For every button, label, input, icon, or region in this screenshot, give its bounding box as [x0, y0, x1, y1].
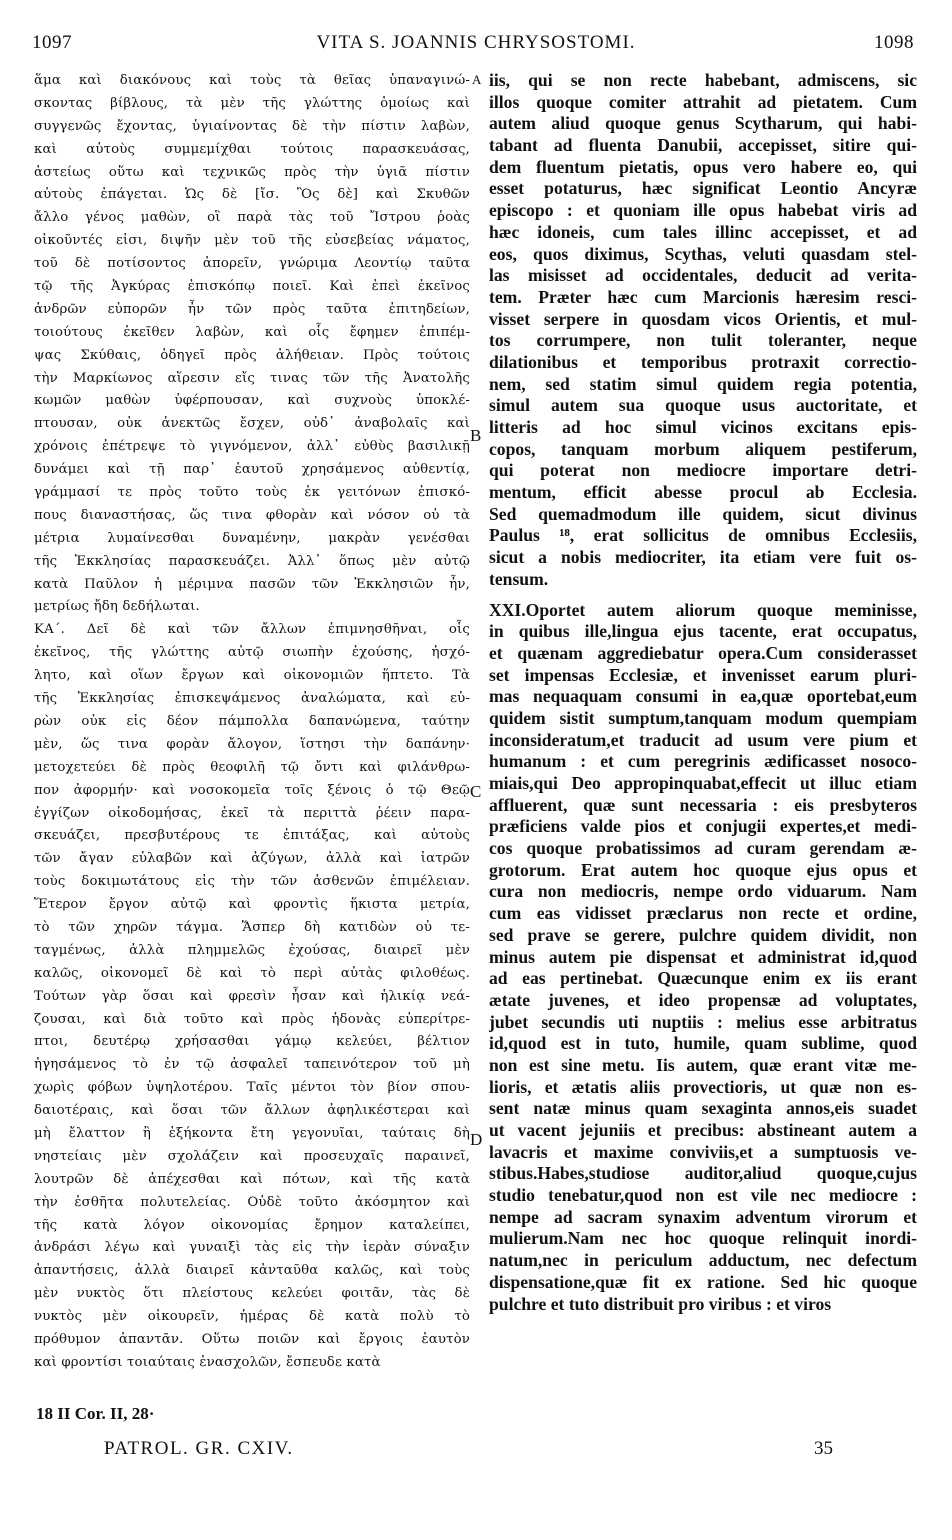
text-line: μέτρια λυμαίνεσθαι δυναμένην, μακρὰν γενέσθαι	[34, 530, 470, 546]
section-marker-d: D	[470, 1130, 483, 1149]
text-line: natum,nec in periculum adductum, nec defectum	[489, 1250, 917, 1271]
text-line: tensum.	[489, 568, 549, 589]
text-line: qui poterat non mediocre importare detri-	[489, 460, 917, 481]
text-line: καὶ φροντίσι τοιαύταις ἐνασχολῶν, ἔσπευδε κατὰ	[34, 1354, 381, 1370]
text-line: copos, tanquam morbum aliquem pestiferum,	[489, 438, 917, 459]
text-line: καὶ αὐτοὺς συμμεμίχθαι τούτοις παρασκευάσας,	[34, 141, 470, 157]
text-line: autem aliud quoque genus Scytharum, qui habi-	[489, 113, 917, 134]
text-line: visset serpere in quosdam vicos Orientis, et mul-	[489, 308, 917, 329]
text-line: ut vacent jejuniis et precibus: abstineant autem a	[489, 1120, 917, 1140]
text-line: κατὰ Παῦλον ἡ μέριμνα πασῶν τῶν Ἐκκλησιῶν ἦν,	[34, 576, 470, 592]
text-line: ἐκεῖνος, τῆς γλώττης αὐτῷ σιωπὴν ἐχούσης, ἠσχό-	[34, 645, 470, 661]
text-line: μὲν, ὥς τινα φορὰν ἄλογον, ἵστησι τὴν δαπάνην·	[34, 736, 470, 752]
section-marker-b: B	[470, 426, 482, 445]
text-line: γράμμασί τε πρὸς τοῦτο τοὺς ἐκ γειτόνων ἐπισκό-	[34, 485, 470, 501]
text-line: ad eas pertinebat. Quæcunque enim ex iis erant	[489, 968, 917, 989]
text-line: id,quod est in tuto, humile, quam sublime, quod	[489, 1033, 917, 1054]
text-line: Paulus ¹⁸, erat sollicitus de omnibus Ecclesiis,	[489, 525, 917, 546]
text-line: ψας Σκύθαις, ὁδηγεῖ πρὸς ἀλήθειαν. Πρὸς τούτοις	[34, 347, 470, 363]
text-line: ἡγησάμενος τὸ ἐν τῷ ἀσφαλεῖ ταπεινότερον τοῦ μὴ	[34, 1057, 470, 1073]
text-line: ρὼν οὐκ εἰς δέον πάμπολλα δαπανώμενα, ταύτην	[34, 713, 470, 729]
text-line: ἐγγίζων οἰκοδομήσας, ἐκεῖ τὰ περιττὰ ῥέειν παρα-	[34, 805, 470, 821]
section-marker-c: C	[470, 782, 482, 801]
text-line: studio tenebatur,quod non est vile nec mediocre :	[489, 1185, 917, 1206]
text-line: iis, qui se non recte habebant, admiscens, sic	[489, 70, 917, 90]
text-line: πρόθυμον ἀπαντᾶν. Οὕτω ποιῶν καὶ ἔργοις ἑαυτὸν	[34, 1331, 470, 1347]
text-line: set impensas Ecclesiæ, et invenisset earum pluri-	[489, 664, 917, 685]
text-line: quidem sistit sumptum,tanquam modum quempiam	[489, 707, 917, 728]
text-line: ταγμένως, ἀλλὰ πλημμελῶς ἐχούσας, διαιρεῖ μὲν	[34, 942, 470, 958]
text-line: cum eas vidisset præclarus non recte et ordine,	[489, 903, 917, 924]
text-line: litteris ad hoc simul vicinos excitans epis-	[489, 417, 917, 437]
text-line: μὲν νυκτὸς ὅτι πλείστους κελεύει φοιτᾶν, τὰς δὲ	[34, 1286, 470, 1302]
text-line: μετρίως ἤδη δεδήλωται.	[34, 599, 200, 615]
text-line: affluerent, quæ sunt necessaria : eis presbyteros	[489, 794, 917, 815]
text-line: νηστείαις μὲν σχολάζειν καὶ προσευχαῖς παραινεῖ,	[34, 1148, 470, 1164]
text-line: πον ἀφορμήν· καὶ νοσοκομεῖα τοῖς ξένοις ὁ τῷ Θεῷ	[34, 782, 470, 798]
text-line: ἀνδρῶν εὐπορῶν ἦν τῶν πρὸς ταῦτα ἐπιτηδείων,	[34, 301, 470, 317]
text-line: δαιοτέραις, καὶ ὅσαι τῶν ἄλλων ἀφηλικέστεραι καὶ	[34, 1103, 470, 1119]
text-line: episcopo : et quoniam ille opus habebat viris ad	[489, 200, 917, 221]
text-line: ætate juvenes, et ideo propensæ ad voluptates,	[489, 989, 917, 1010]
text-line: grotorum. Erat autem hoc quoque ejus opus et	[489, 859, 917, 880]
text-line: eos, quos diximus, Scythas, veluti quasdam stel-	[489, 243, 917, 264]
text-line: λουτρῶν δὲ ἀπέχεσθαι καὶ πότων, καὶ τῆς κατὰ	[34, 1171, 470, 1187]
text-line: las misisset ad occidentales, deducit ad verita-	[489, 265, 917, 286]
text-line: Ἕτερον ἔργον αὐτῷ καὶ φροντὶς ἥκιστα μετρία,	[34, 897, 470, 913]
page-number: 35	[814, 1438, 833, 1459]
text-line: lavacris et maxime conviviis,et a sumptuosis ve-	[489, 1141, 917, 1162]
text-line: præficiens valde pios et conjugii expertes,et medi-	[489, 816, 917, 837]
text-line: λητο, καὶ οἵων ἔργων καὶ οἰκονομιῶν ἥπτετο. Τὰ	[34, 668, 470, 684]
series-volume-label: PATROL. GR. CXIV.	[104, 1438, 294, 1459]
text-line: ζουσαι, καὶ διὰ τοῦτο καὶ πρὸς ἡδονὰς εὐπερίτρε-	[34, 1011, 470, 1027]
text-line: τὸ τῶν χηρῶν τάγμα. Ἅσπερ δὴ κατιδὼν οὐ τε-	[34, 919, 470, 935]
text-line: τὴν ἐσθῆτα πολυτελείας. Οὐδὲ τοῦτο ἀκόσμητον καὶ	[34, 1194, 470, 1210]
text-line: Sed quemadmodum ille quidem, sicut divinus	[489, 503, 917, 524]
text-line: tos corrumpere, non tulit toleranter, neque	[489, 330, 917, 351]
text-line: tabant ad fluenta Danubii, accepisset, sitire qui-	[489, 135, 917, 156]
text-line: οἰκοῦντές εἰσι, διψῆν μὲν τοῦ τῆς εὐσεβείας νάματος,	[34, 233, 470, 249]
text-line: dem fluentum pietatis, opus vero habere eo, qui	[489, 156, 917, 177]
text-line: cura non mediocris, nempe ordo viduarum. Nam	[489, 881, 917, 902]
text-line: ἀνδράσι λέγω καὶ γυναιξὶ τὰς εἰς τὴν ἱερὰν σύναξιν	[34, 1240, 470, 1256]
text-line: cos quoque probatissimos ad curam gerendam æ-	[489, 838, 917, 859]
text-line: αὐτοὺς ἐπάγεται. Ὡς δὲ [ἴσ. Ὃς δὲ] καὶ Σκυθῶν	[34, 187, 470, 203]
text-line: nem, sed statim simul quidem regia potentia,	[489, 373, 917, 394]
text-line: sent natæ minus quam sexaginta annos,eis suadet	[489, 1098, 917, 1119]
footnote: 18 II Cor. II, 28·	[36, 1404, 155, 1423]
text-line: μὴ ἔλαττον ἢ ἑξήκοντα ἔτη γεγονυῖαι, ταύταις δὴ	[34, 1125, 470, 1141]
latin-text-column	[489, 70, 917, 1315]
text-line: hæc idoneis, cum tales illinc accepisset, et ad	[489, 221, 917, 242]
text-line: ἄλλο γένος μαθὼν, οἳ παρὰ τὰς τοῦ Ἴστρου ῥοὰς	[34, 210, 470, 226]
text-line: τῆς κατὰ λόγον οἰκονομίας ἔρημον καταλείπει,	[34, 1217, 470, 1233]
text-line: δυνάμει καὶ τῇ παρ᾽ ἑαυτοῦ χρησάμενος αὐθεντίᾳ,	[34, 462, 470, 478]
text-line: sed prave se gerere, pulchre quidem dividit, non	[489, 924, 917, 945]
text-line: πτουσαν, οὐκ ἀνεκτῶς ἔσχεν, οὐδ᾽ ἀναβολαῖς καὶ	[34, 416, 470, 432]
text-line: miais,qui Deo appropinquabat,effecit ut illuc etiam	[489, 773, 917, 793]
text-line: τὴν Μαρκίωνος αἵρεσιν εἴς τινας τῶν τῆς Ἀνατολῆς	[34, 370, 470, 386]
text-line: ἅμα καὶ διακόνους καὶ τοὺς τὰ θεῖας ὑπαναγινώ-	[34, 73, 470, 88]
text-line: humanum : et cum peregrinis ædificasset nosoco-	[489, 751, 917, 772]
text-line: tem. Præter hæc cum Marcionis hæresim resci-	[489, 286, 917, 307]
text-line: et quænam aggrediebatur opera.Cum considerasset	[489, 642, 917, 663]
text-line: nempe ad sacram synaxim adventum virorum et	[489, 1206, 917, 1227]
text-line: inconsideratum,et traducit ad usum vere pium et	[489, 729, 917, 750]
text-line: πους διαναστήσας, ὥς τινα φθορὰν καὶ νόσον οὐ τὰ	[34, 507, 470, 523]
text-line: πτοι, δευτέρῳ χρήσασθαι γάμῳ κελεύει, βέλτιον	[34, 1034, 470, 1050]
text-line: τῷ τῆς Ἀγκύρας ἐπισκόπῳ ποιεῖ. Καὶ ἐπεὶ ἐκεῖνος	[34, 279, 470, 295]
paragraph-gap	[489, 591, 917, 600]
text-line: καλῶς, οἰκονομεῖ δὲ καὶ τὸ περὶ αὐτὰς φιλοθέως.	[34, 965, 470, 981]
text-line: mas nequaquam consumi in ea,quæ oportebat,eum	[489, 686, 917, 707]
text-line: dispensatione,quæ fit ex ratione. Sed hic quoque	[489, 1271, 917, 1292]
column-number-right: 1098	[874, 32, 914, 53]
text-line: simul autem sua quoque usus auctoritate, et	[489, 395, 917, 416]
text-line: ἀστείως οὕτω καὶ τεχνικῶς πρὸς τὴν ὑγιᾶ πίστιν	[34, 164, 470, 180]
text-line: συγγενῶς ἔχοντας, ὑγιαίνοντας δὲ τὴν πίστιν λαβὼν,	[34, 118, 470, 134]
text-line: jubet secundis uti nuptiis : melius esse arbitratus	[489, 1011, 917, 1032]
text-line: in quibus ille,lingua ejus tacente, erat occupatus,	[489, 621, 917, 642]
section-marker-a: A	[472, 72, 482, 87]
running-title: VITA S. JOANNIS CHRYSOSTOMI.	[316, 32, 636, 53]
text-line: σκευάζει, πρεσβυτέρους τε ἐπιτάξας, καὶ αὐτοὺς	[34, 828, 470, 844]
text-line: τῆς Ἐκκλησίας παρασκευάζει. Ἀλλ᾽ ὅπως μὲν αὐτῷ	[34, 553, 470, 569]
text-line: sicut a nobis mediocriter, ita etiam vere fuit os-	[489, 547, 917, 568]
text-line: νυκτὸς μὲν οἰκουρεῖν, ἡμέρας δὲ κατὰ πολὺ τὸ	[34, 1309, 470, 1325]
text-line: Τούτων γὰρ ὅσαι καὶ φρεσὶν ἦσαν καὶ ἡλικίᾳ νεά-	[34, 988, 470, 1004]
text-line: mentum, efficit abesse procul ab Ecclesia.	[489, 482, 917, 503]
text-line: esset potaturus, hæc significat Leontio Ancyræ	[489, 178, 917, 199]
text-line: χωρὶς φόβων ὑψηλοτέρου. Ταῖς μέντοι τὸν βίον σπου-	[34, 1080, 470, 1096]
text-line: κωμῶν μαθὼν ὑφέρπουσαν, καὶ συχνοὺς ὑποκλέ-	[34, 393, 470, 409]
text-line: σκοντας βίβλους, τὰ μὲν τῆς γλώττης ὁμοίως καὶ	[34, 95, 470, 111]
text-line: dilationibus et temporibus protraxit correctio-	[489, 351, 917, 372]
text-line: XXI.Oportet autem aliorum quoque meminisse,	[489, 599, 917, 620]
text-line: non est sine metu. Iis autem, quæ erant vitæ me-	[489, 1054, 917, 1075]
text-line: mulierum.Nam nec hoc quoque relinquit inordi-	[489, 1228, 917, 1249]
column-number-left: 1097	[32, 32, 72, 53]
text-line: τῶν ἄγαν εὐλαβῶν καὶ ἀζύγων, ἀλλὰ καὶ ἰατρῶν	[34, 851, 470, 867]
text-line: illos quoque comiter attrahit ad pietatem. Cum	[489, 91, 917, 112]
text-line: stibus.Habes,studiose auditor,aliud quoque,cujus	[489, 1163, 917, 1184]
greek-text-column	[34, 70, 470, 1375]
text-line: ΚΑ΄. Δεῖ δὲ καὶ τῶν ἄλλων ἐπιμνησθῆναι, οἷς	[34, 622, 470, 638]
text-line: μετοχετεύει δὲ πρὸς θεοφιλῆ τῷ ὄντι καὶ φιλάνθρω-	[34, 759, 470, 775]
text-line: lioris, et ætatis aliis provectioris, ut quæ non es-	[489, 1076, 917, 1097]
text-line: τοιούτους ἐκεῖθεν λαβὼν, καὶ οἷς ἔφημεν ἐπιπέμ-	[34, 324, 470, 340]
text-line: pulchre et tuto distribuit pro viribus : et viros	[489, 1293, 832, 1314]
text-line: minus autem pie dispensat et administrat id,quod	[489, 946, 917, 967]
text-line: ἀπαντήσεις, ἀλλὰ διαιρεῖ κἀνταῦθα καλῶς, καὶ τοὺς	[34, 1263, 470, 1279]
text-line: χρόνοις ἐπέτρεψε τὸ γιγνόμενον, ἀλλ᾽ εὐθὺς βασιλικῇ	[34, 439, 470, 455]
text-line: τοὺς δοκιμωτάτους εἰς τὴν τῶν ἀσθενῶν ἐπιμέλειαν.	[34, 874, 470, 890]
text-line: τῆς Ἐκκλησίας ἐπισκεψάμενος ἀναλώματα, καὶ εὑ-	[34, 691, 470, 707]
text-line: τοῦ δὲ ποτίσοντος ἀπορεῖν, γνώριμα Λεοντίῳ ταῦτα	[34, 256, 470, 272]
